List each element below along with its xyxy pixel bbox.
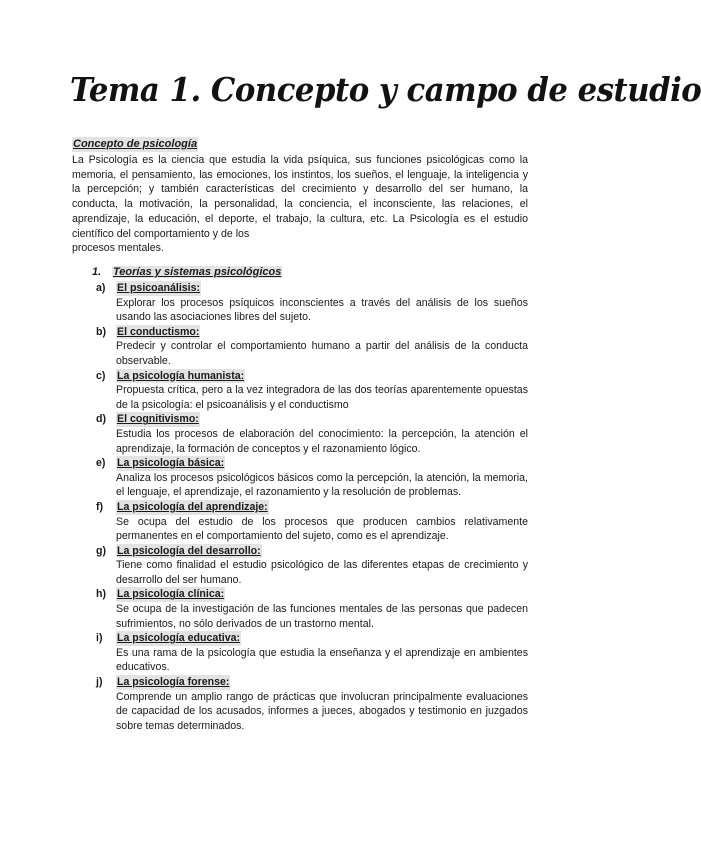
list-item-text: Se ocupa de la investigación de las funciones mentales de las personas que padecen sufrimientos, no sólo derivados de un trastorno mental. — [116, 603, 528, 630]
list-item-text: Se ocupa del estudio de los procesos que producen cambios relativamente permanentes en el comportamiento del sujeto, como es el aprendizaje. — [116, 515, 528, 543]
list-item-letter: h) — [96, 588, 106, 601]
list-item — [96, 675, 528, 733]
list-item-label: La psicología básica: — [117, 457, 225, 470]
list-item-heading — [96, 456, 528, 471]
list-item-text: Estudia los procesos de elaboración del conocimiento: la percepción, la atención el aprendizaje, la formación de conceptos y el razonamiento lógico. — [116, 427, 528, 455]
list-item-heading — [96, 281, 528, 296]
list-item — [96, 544, 528, 588]
list-item — [96, 587, 528, 631]
list-item-text: Es una rama de la psicología que estudia la enseñanza y el aprendizaje en ambientes educativos. — [116, 646, 528, 674]
list-item-heading — [96, 325, 528, 340]
concept-heading: Concepto de psicología — [73, 138, 198, 150]
list-item-letter: i) — [96, 632, 103, 645]
list-item-heading — [96, 675, 528, 690]
concept-body-end: procesos mentales. — [72, 242, 164, 255]
list-item — [96, 412, 528, 456]
list-item-label: La psicología educativa: — [117, 632, 241, 645]
list-item-text: Comprende un amplio rango de prácticas que involucran principalmente evaluaciones de capacidad de los acusados, informes a jueces, abogados y testimonio en juzgados sobre temas determinados. — [116, 690, 528, 732]
list-item-heading — [96, 631, 528, 646]
list-item-letter: j) — [96, 676, 103, 689]
list-item-text: Analiza los procesos psicológicos básicos como la percepción, la atención, la memoria, el lenguaje, el aprendizaje, el razonamiento y la resolución de problemas. — [116, 471, 528, 499]
theories-list — [96, 281, 528, 733]
list-item-heading — [96, 587, 528, 602]
list-item — [96, 500, 528, 544]
list-item-label: El psicoanálisis: — [117, 282, 201, 294]
list-item-heading — [96, 412, 528, 427]
list-item-text: Explorar los procesos psíquicos inconscientes a través del análisis de los sueños usando las asociaciones libres del sujeto. — [116, 296, 528, 324]
list-item-heading — [96, 544, 528, 559]
list-item — [96, 369, 528, 413]
concept-section — [72, 134, 528, 256]
list-item-letter: d) — [96, 413, 106, 426]
list-item-text: Propuesta crítica, pero a la vez integradora de las dos teorías aparentemente opuestas de la psicología: el psicoanálisis y el conductismo — [116, 384, 528, 411]
list-item-heading — [96, 500, 528, 515]
list-item-letter: a) — [96, 282, 106, 294]
list-item-text: Predecir y controlar el comportamiento humano a partir del análisis de la conducta observable. — [116, 340, 528, 367]
theories-title: Teorías y sistemas psicológicos — [113, 266, 282, 278]
list-item-label: La psicología clínica: — [117, 588, 225, 601]
concept-body: La Psicología es la ciencia que estudia la vida psíquica, sus funciones psicológicas como la memoria, el pensamiento, las emociones, los instintos, los sueños, el lenguaje, la inteligencia y la percepción; y también características del crecimiento y desarrollo del ser humano, la conducta, la motivación, la personalidad, la conciencia, el inconsciente, las relaciones, el aprendizaje, la educación, el deporte, el trabajo, la cultura, etc. La Psicología es el estudio científico del comportamiento y de los — [72, 154, 528, 240]
list-item-letter: e) — [96, 457, 106, 470]
list-item-letter: f) — [96, 500, 104, 513]
list-item — [96, 631, 528, 675]
list-item-label: La psicología del aprendizaje: — [117, 500, 268, 513]
list-item-label: La psicología del desarrollo: — [117, 544, 261, 557]
list-item — [96, 281, 528, 325]
list-item — [96, 456, 528, 500]
list-item-heading — [96, 369, 528, 384]
theories-heading — [92, 265, 282, 280]
list-item-label: La psicología humanista: — [117, 369, 245, 382]
list-item-letter: c) — [96, 369, 106, 382]
list-item-text: Tiene como finalidad el estudio psicológico de las diferentes etapas de crecimiento y desarrollo del ser humano. — [116, 559, 528, 586]
page-title: Tema 1. Concepto y campo de estudio — [70, 70, 701, 109]
list-item — [96, 325, 528, 369]
list-item-letter: b) — [96, 325, 106, 338]
list-item-label: El cognitivismo: — [117, 413, 199, 426]
list-item-label: El conductismo: — [117, 325, 200, 338]
list-item-letter: g) — [96, 544, 106, 557]
list-item-label: La psicología forense: — [117, 676, 230, 689]
theories-number: 1. — [92, 266, 102, 278]
